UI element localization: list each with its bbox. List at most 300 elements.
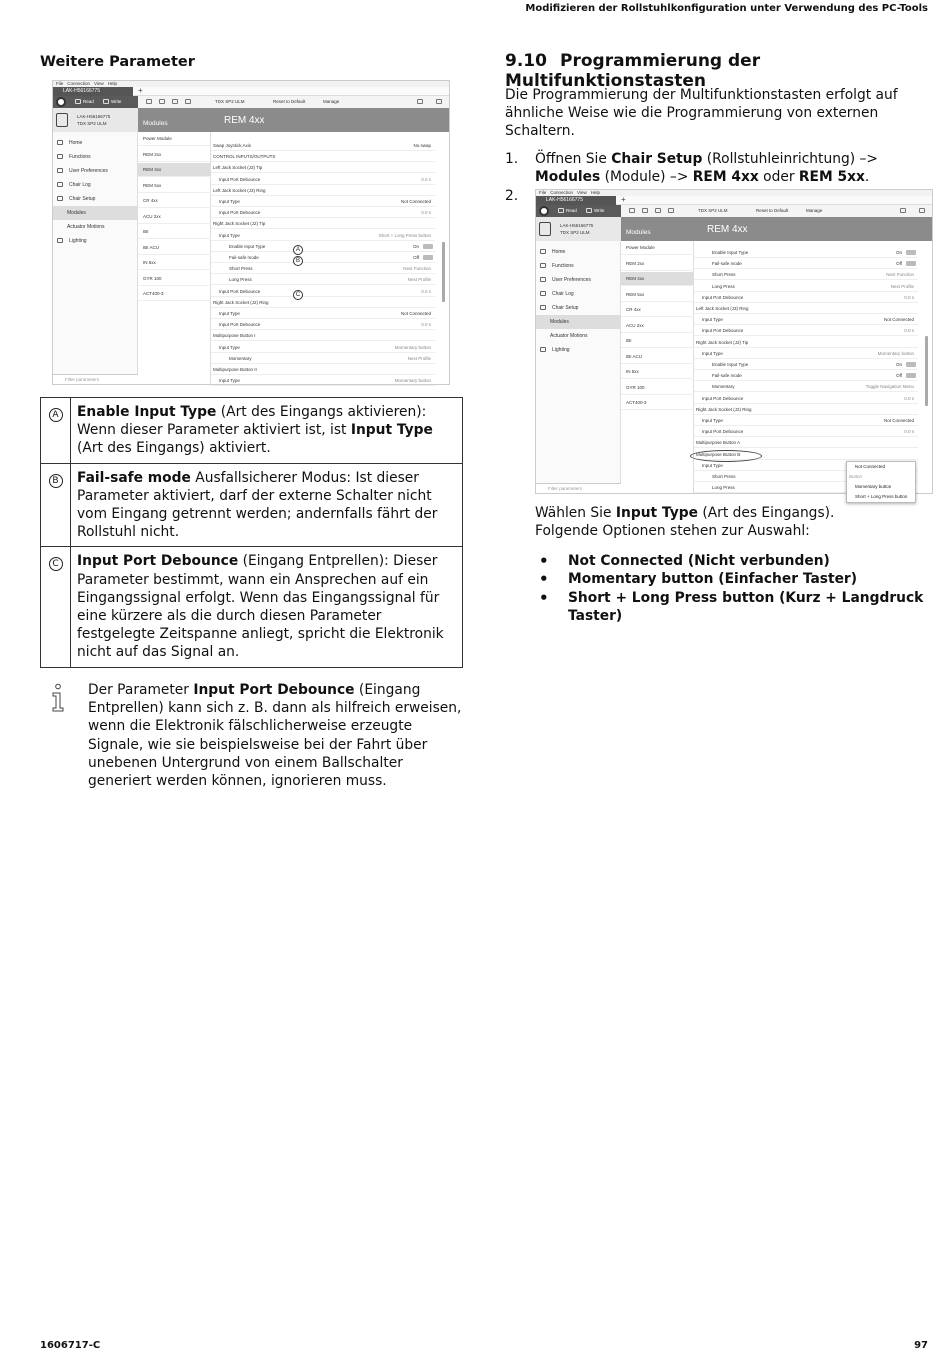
user-icon — [540, 277, 546, 282]
module-item: Power Module — [138, 132, 211, 146]
parameter-value: Off — [896, 373, 902, 379]
parameter-label: Swap Joystick Axis — [213, 143, 252, 148]
running-title: Modifizieren der Rollstuhlkonfiguration unter Verwendung des PC-Tools — [525, 3, 928, 14]
step-text: (Art des Eingangs). — [697, 505, 835, 521]
note-term: Input Port Debounce — [193, 682, 355, 698]
parameter-row — [211, 330, 435, 341]
nav-label: Chair Log — [69, 182, 91, 188]
parameter-row — [211, 274, 435, 285]
menu-help: Help — [107, 81, 117, 86]
parameter-row — [211, 353, 435, 364]
dropdown-option: Not Connected — [855, 464, 886, 469]
parameter-row — [211, 185, 435, 196]
parameter-value: Not Connected — [400, 311, 431, 316]
parameter-label: Short Press — [712, 272, 736, 278]
nav-chair-setup — [53, 192, 138, 206]
module-item: REM 5xx — [138, 179, 211, 193]
parameter-value: Off — [896, 261, 902, 267]
app-logo-icon — [56, 97, 66, 107]
nav-chair-setup — [536, 301, 621, 315]
section-title: Programmierung der Multifunktionstasten — [505, 51, 761, 91]
parameter-row — [211, 196, 435, 207]
parameter-value: 0.0 s — [421, 176, 431, 182]
parameter-row — [211, 286, 435, 297]
parameter-value: 0.0 s — [904, 294, 914, 300]
parameter-label: Momentary — [712, 384, 735, 390]
nav-user-preferences — [53, 164, 138, 178]
toggle-icon — [906, 261, 916, 266]
nav-functions — [53, 150, 138, 164]
step-term: Chair Setup — [611, 151, 703, 167]
parameter-row — [211, 207, 435, 218]
parameter-label: Fail-safe mode — [712, 373, 742, 379]
parameter-row — [211, 230, 435, 241]
nav-label: Chair Setup — [69, 196, 96, 202]
nav-functions — [536, 259, 621, 273]
parameter-label: Enable Input Type — [712, 362, 749, 367]
parameter-label: Multipurpose Button A — [696, 440, 741, 446]
copy-icon — [172, 99, 178, 104]
term: Fail-safe mode — [77, 469, 191, 486]
callout-text-b — [71, 463, 463, 547]
parameter-row — [694, 258, 918, 269]
parameter-label: Short Press — [229, 266, 253, 272]
parameter-label: Input Type — [219, 199, 240, 204]
note-text: Der Parameter — [88, 682, 194, 698]
parameter-label: Input Port Debounce — [219, 210, 261, 216]
callout-marker-cell — [41, 398, 71, 464]
parameter-row — [694, 393, 918, 404]
parameter-row — [694, 348, 918, 359]
parameter-row — [694, 269, 918, 280]
nav-label: Home — [69, 140, 83, 146]
step-term: Input Type — [615, 505, 698, 521]
info-icon — [47, 683, 69, 713]
parameter-label: Input Port Debounce — [702, 328, 744, 334]
modules-header: Modules — [138, 108, 211, 132]
manage: Manage — [806, 208, 823, 213]
step-text: Öffnen Sie — [535, 151, 612, 167]
nav-lighting — [536, 343, 621, 357]
nav-actuator-motions — [53, 220, 138, 234]
app-logo-icon — [539, 206, 549, 216]
parameter-row — [211, 263, 435, 274]
callout-marker: C — [293, 290, 303, 300]
module-item: REM 2xx — [138, 148, 211, 162]
parameter-row — [694, 303, 918, 314]
option-list — [535, 552, 935, 625]
parameter-label: Input Port Debounce — [702, 395, 744, 401]
help-icon — [919, 208, 925, 213]
parameter-value: On — [895, 250, 902, 255]
nav-user-preferences — [536, 273, 621, 287]
nav-label: Chair Log — [552, 291, 574, 297]
tab-strip — [536, 196, 932, 205]
step-text: Wählen Sie — [535, 505, 616, 521]
module-item: IN 5xx — [621, 365, 694, 379]
step-1-text — [535, 150, 935, 186]
step-text: . — [864, 169, 870, 186]
parameter-label: Right Jack Socket (J2) Ring — [696, 406, 752, 412]
rem-header: REM 4xx — [211, 108, 449, 132]
filter-parameters-input: Filter parameters — [53, 374, 138, 384]
menu-view: View — [577, 190, 587, 195]
parameter-label: Input Port Debounce — [219, 288, 261, 294]
parameter-label: Short Press — [712, 474, 736, 479]
menu-help: Help — [590, 190, 600, 195]
device-model: TDX SP2 ULM — [77, 121, 107, 126]
add-tab-icon: + — [621, 195, 626, 204]
parameter-value: 0.0 s — [421, 288, 431, 294]
write-button — [103, 98, 121, 105]
step-term: Modules — [535, 169, 601, 186]
module-item: IN 5xx — [138, 256, 211, 270]
step-text: (Rollstuhleinrichtung) –> — [702, 151, 878, 167]
parameter-row — [211, 342, 435, 353]
parameter-row — [211, 151, 435, 162]
parameter-row — [694, 426, 918, 437]
parameter-label: Input Port Debounce — [219, 176, 261, 182]
module-item: IBI — [138, 225, 211, 239]
nav-label: Actuator Motions — [67, 224, 105, 230]
dropdown-option: Short + Long Press button — [855, 494, 908, 499]
parameter-row — [694, 370, 918, 381]
nav-label: Lighting — [69, 238, 87, 244]
tab-strip — [53, 87, 449, 96]
menu-file: File — [56, 81, 64, 86]
module-item: REM 2xx — [621, 257, 694, 271]
callout-marker-cell — [41, 547, 71, 667]
modules-header: Modules — [621, 217, 694, 241]
chair-setup-icon — [540, 305, 546, 310]
step-term: REM 4xx — [692, 169, 759, 186]
parameter-label: Input Type — [702, 418, 723, 423]
parameter-row — [694, 404, 918, 415]
desc: (Eingang Entprellen): Dieser Parameter bestimmt, wann ein Ansprechen auf ein Eingangssignal erfolgt. Wenn das Eingangssignal für eine kürzere als die durch diesen Parameter festgelegte Zeitspanne anliegt, spricht die Elektronik nicht auf das Signal an. — [77, 553, 444, 661]
parameter-label: Right Jack Socket (J2) Ring — [213, 299, 269, 305]
close-icon — [668, 208, 674, 213]
nav-lighting — [53, 234, 138, 248]
parameter-list — [694, 241, 932, 499]
write-label: Write — [111, 99, 122, 104]
read-icon — [558, 208, 564, 213]
module-item: Power Module — [621, 241, 694, 255]
parameter-row — [211, 218, 435, 229]
parameter-row — [211, 252, 435, 263]
input-type-dropdown — [846, 461, 916, 503]
undo-icon — [159, 99, 165, 104]
parameter-row — [694, 314, 918, 325]
parameter-value: 0.0 s — [904, 429, 914, 435]
device-tab: LAK-H56166775 — [53, 87, 133, 96]
nav-actuator-motions — [536, 329, 621, 343]
desc: (Art des Eingangs) aktiviert. — [77, 440, 271, 457]
parameter-row — [694, 437, 918, 448]
device-model: TDX SP2 ULM — [560, 230, 590, 235]
write-button — [586, 207, 604, 214]
nav-modules — [536, 315, 621, 329]
undo-icon — [642, 208, 648, 213]
module-item: GYR 100 — [138, 272, 211, 286]
parameter-row — [694, 292, 918, 303]
save-icon — [146, 99, 152, 104]
callout-row-a — [41, 398, 463, 464]
module-item: ACT400-3 — [621, 396, 694, 410]
write-icon — [586, 208, 592, 213]
step-term: REM 5xx — [798, 169, 865, 186]
nav-chair-log — [536, 287, 621, 301]
wheelchair-icon — [56, 113, 68, 127]
parameter-label: Input Type — [219, 378, 240, 384]
callout-marker: B — [293, 256, 303, 266]
marker-b: B — [49, 474, 63, 488]
nav-chair-log — [53, 178, 138, 192]
parameter-row — [211, 375, 435, 386]
parameter-label: Multipurpose Button I — [213, 333, 256, 339]
parameter-row — [211, 364, 435, 375]
parameter-label: Input Type — [219, 344, 240, 350]
functions-icon — [540, 263, 546, 268]
device-name: TDX SP2 ULM — [215, 99, 245, 104]
tools-icon — [900, 208, 906, 213]
desc: Ausfallsicherer Modus: Ist dieser Parameter aktiviert, darf der externe Schalter nicht vom Eingang getrennt werden; andernfalls fährt der Rollstuhl nicht. — [77, 469, 438, 541]
step-2-text — [535, 504, 935, 540]
parameter-value: Momentary button — [877, 350, 914, 356]
read-button — [75, 98, 94, 105]
filter-parameters-input: Filter parameters — [536, 483, 621, 493]
module-item: ACT400-3 — [138, 287, 211, 301]
term: Enable Input Type — [77, 404, 217, 420]
document-code: 1606717-C — [40, 1340, 101, 1351]
parameter-label: Input Type — [219, 311, 240, 316]
parameter-label: Left Jack Socket (J3) Tip — [213, 165, 263, 171]
module-item: IBI ACU — [138, 241, 211, 255]
chair-setup-icon — [57, 196, 63, 201]
parameter-list — [211, 132, 449, 384]
parameter-label: Input Type — [702, 462, 723, 468]
highlight-ellipse — [690, 450, 762, 462]
app-nav — [536, 241, 621, 493]
module-list — [621, 241, 694, 493]
parameter-row — [694, 337, 918, 348]
nav-label: Actuator Motions — [550, 333, 588, 339]
module-item: IBI ACU — [621, 350, 694, 364]
parameter-row — [694, 359, 918, 370]
scrollbar — [925, 336, 928, 406]
option-not-connected: • Not Connected (Nicht verbunden) — [535, 552, 935, 570]
device-info — [536, 217, 621, 241]
rem-header: REM 4xx — [694, 217, 932, 241]
home-icon — [540, 249, 546, 254]
parameter-row — [211, 319, 435, 330]
parameter-value: 0.0 s — [904, 328, 914, 334]
parameter-label: Left Jack Socket (J3) Ring — [213, 187, 266, 193]
marker-a: A — [49, 408, 63, 422]
module-item: REM 5xx — [621, 288, 694, 302]
nav-label: User Preferences — [69, 168, 108, 174]
read-icon — [75, 99, 81, 104]
parameter-row — [694, 325, 918, 336]
marker-c: C — [49, 557, 63, 571]
device-id: LAK-H56166775 — [77, 114, 111, 119]
screenshot-module-parameters — [52, 80, 450, 385]
log-icon — [540, 291, 546, 296]
parameter-label: Long Press — [712, 485, 735, 491]
menu-file: File — [539, 190, 547, 195]
parameter-row — [211, 174, 435, 185]
module-item: CR 4xx — [621, 303, 694, 317]
reset-to-default: Reset to Default — [273, 99, 306, 104]
app-nav — [53, 132, 138, 384]
option-short-long: • Short + Long Press button (Kurz + Langdruck Taster) — [535, 589, 935, 626]
home-icon — [57, 140, 63, 145]
scrollbar — [442, 242, 445, 302]
copy-icon — [655, 208, 661, 213]
callout-row-c — [41, 547, 463, 667]
nav-label: Home — [552, 249, 566, 255]
parameter-label: Long Press — [712, 283, 735, 289]
device-name: TDX SP2 ULM — [698, 208, 728, 213]
nav-label: Functions — [69, 154, 91, 160]
nav-label: Modules — [550, 319, 569, 325]
parameter-label: Input Type — [219, 232, 240, 238]
device-tab: LAK-H56166775 — [536, 196, 616, 205]
parameter-row — [211, 297, 435, 308]
parameter-value: Not Connected — [883, 317, 914, 323]
parameter-label: Enable Input Type — [712, 250, 749, 255]
menu-view: View — [94, 81, 104, 86]
parameter-value: On — [412, 243, 419, 249]
parameter-value: On — [895, 362, 902, 367]
reset-to-default: Reset to Default — [756, 208, 789, 213]
parameter-row — [211, 162, 435, 173]
screenshot-multifunction-buttons — [535, 189, 933, 499]
parameter-row — [694, 381, 918, 392]
parameter-value: Next Profile — [890, 283, 914, 289]
nav-label: Chair Setup — [552, 305, 579, 311]
parameter-label: Left Jack Socket (J3) Ring — [696, 306, 749, 311]
term: Input Type — [350, 422, 433, 439]
parameter-row — [211, 140, 435, 151]
parameter-value: Not Connected — [400, 199, 431, 204]
section-heading — [505, 51, 950, 91]
parameter-value: Next Profile — [407, 277, 431, 283]
wheelchair-icon — [539, 222, 551, 236]
parameter-label: Momentary — [229, 355, 252, 361]
parameter-value: Momentary button — [394, 378, 431, 384]
toggle-icon — [423, 255, 433, 260]
parameter-value: Off — [413, 255, 419, 260]
close-icon — [185, 99, 191, 104]
parameter-value: No swap — [413, 143, 431, 148]
dropdown-option: Button — [849, 474, 863, 479]
read-button — [558, 207, 577, 214]
parameter-value: Next Profile — [407, 355, 431, 361]
log-icon — [57, 182, 63, 187]
callout-text-a — [71, 398, 463, 464]
note-text: (Eingang Entprellen) kann sich z. B. dann als hilfreich erweisen, wenn die Elektronik fälschlicherweise erzeugte Signale, wie sie beispielsweise bei der Fahrt über unebenen Untergrund von einem Ballschalter generiert werden können, ignorieren muss. — [88, 682, 462, 790]
step-text: Folgende Optionen stehen zur Auswahl: — [535, 523, 810, 540]
save-icon — [629, 208, 635, 213]
section-number: 9.10 — [505, 51, 547, 71]
parameter-value: Momentary button — [394, 344, 431, 350]
toggle-icon — [906, 250, 916, 255]
parameter-value: Next Function — [403, 266, 431, 272]
step-2-number: 2. — [505, 188, 519, 204]
module-item: CR 4xx — [138, 194, 211, 208]
parameter-value: Short + Long Press button — [378, 232, 431, 238]
callout-row-b — [41, 463, 463, 547]
left-heading: Weitere Parameter — [40, 54, 195, 70]
parameter-label: Input Type — [702, 317, 723, 323]
parameter-label: Multipurpose Button B — [696, 451, 741, 457]
parameter-value: Next Function — [886, 272, 914, 278]
help-icon — [436, 99, 442, 104]
module-item: REM 4xx — [621, 272, 694, 286]
module-item: ACU 2xx — [621, 319, 694, 333]
step-1-number: 1. — [505, 151, 519, 167]
callout-marker: A — [293, 245, 303, 255]
parameter-value: 0.0 s — [904, 395, 914, 401]
read-label: Read — [83, 99, 94, 104]
functions-icon — [57, 154, 63, 159]
module-item: REM 4xx — [138, 163, 211, 177]
callout-table — [40, 397, 463, 668]
toggle-icon — [906, 362, 916, 367]
parameter-label: Right Jack Socket (J2) Tip — [213, 221, 266, 227]
parameter-label: Fail-safe mode — [229, 255, 259, 260]
nav-label: Lighting — [552, 347, 570, 353]
write-label: Write — [594, 208, 605, 213]
step-text: oder — [758, 169, 799, 186]
callout-marker-cell — [41, 463, 71, 547]
write-icon — [103, 99, 109, 104]
desc: (Art des Eingangs aktivieren): Wenn dieser Parameter aktiviert ist, ist — [77, 404, 427, 439]
parameter-label: CONTROL INPUTS/OUTPUTS — [213, 154, 276, 160]
intro-paragraph: Die Programmierung der Multifunktionstasten erfolgt auf ähnliche Weise wie die Programmierung von externen Schaltern. — [505, 87, 898, 140]
parameter-label: Multipurpose Button II — [213, 367, 257, 372]
callout-text-c — [71, 547, 463, 667]
device-id: LAK-H56166775 — [560, 223, 594, 228]
nav-label: User Preferences — [552, 277, 591, 283]
parameter-value: 0.0 s — [421, 322, 431, 328]
parameter-label: Input Port Debounce — [702, 429, 744, 435]
menu-connection: Connection — [67, 81, 91, 86]
module-item: IBI — [621, 334, 694, 348]
step-text: (Module) –> — [600, 169, 693, 186]
dropdown-option: Momentary button — [855, 484, 892, 489]
info-note — [88, 681, 463, 790]
parameter-label: Enable Input Type — [229, 243, 266, 249]
module-list — [138, 132, 211, 384]
nav-label: Functions — [552, 263, 574, 269]
add-tab-icon: + — [138, 86, 143, 95]
menu-connection: Connection — [550, 190, 574, 195]
tools-icon — [417, 99, 423, 104]
nav-home — [53, 136, 138, 150]
parameter-label: Input Port Debounce — [702, 294, 744, 300]
parameter-row — [694, 281, 918, 292]
parameter-value: 0.0 s — [421, 210, 431, 216]
toggle-icon — [423, 244, 433, 249]
parameter-value: Toggle Navigation Menu — [865, 384, 914, 390]
nav-home — [536, 245, 621, 259]
parameter-label: Right Jack Socket (J2) Tip — [696, 339, 749, 345]
parameter-label: Input Port Debounce — [219, 322, 261, 328]
user-icon — [57, 168, 63, 173]
page-number: 97 — [914, 1340, 928, 1351]
option-momentary: • Momentary button (Einfacher Taster) — [535, 570, 935, 588]
